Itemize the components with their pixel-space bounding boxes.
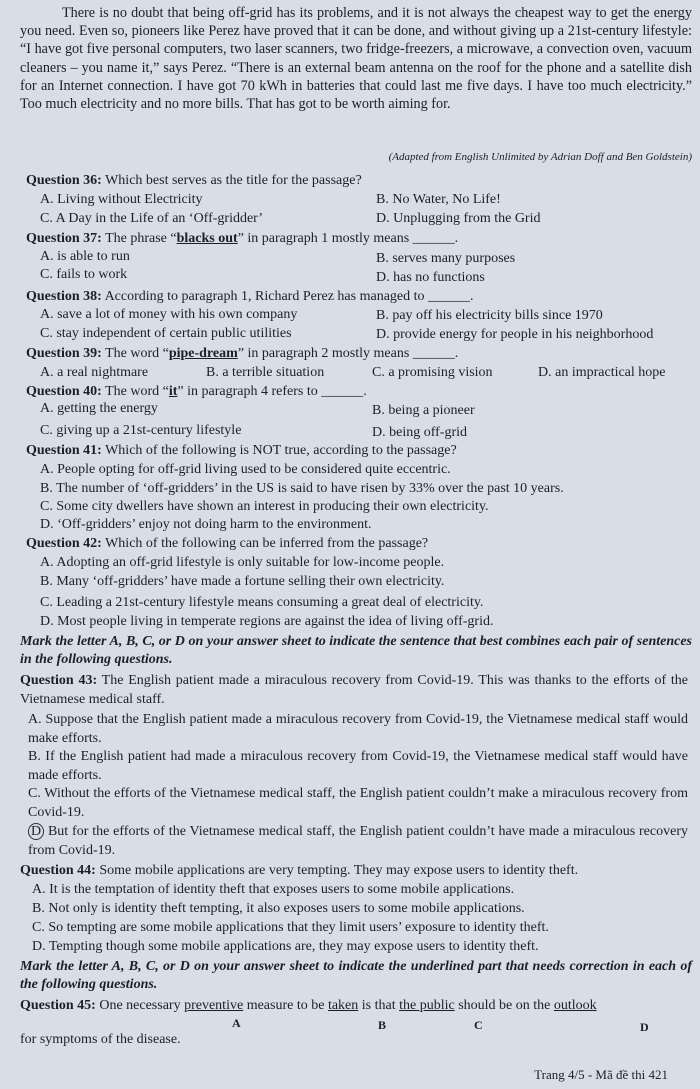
q40-option-c[interactable]: C. giving up a 21st-century lifestyle <box>40 423 242 438</box>
q43-option-b[interactable]: B. If the English patient had made a miraculous recovery from Covid-19, the Vietnamese medical staff would have made efforts. <box>28 749 688 783</box>
question-43-stem: Question 43: The English patient made a miraculous recovery from Covid-19. This was thanks to the efforts of the Vietnamese medical staff. <box>20 673 689 707</box>
q39-option-c[interactable]: C. a promising vision <box>372 365 493 380</box>
passage-source: (Adapted from English Unlimited by Adrian Doff and Ben Goldstein) <box>388 151 692 163</box>
q44-option-d[interactable]: D. Tempting though some mobile applications are, they may expose users to identity theft. <box>32 939 539 954</box>
q42-option-a[interactable]: A. Adopting an off-grid lifestyle is only suitable for low-income people. <box>40 555 445 570</box>
q39-option-a[interactable]: A. a real nightmare <box>40 365 149 380</box>
question-45-stem: Question 45: One necessary preventive measure to be taken is that the public should be on the outlook <box>20 998 597 1013</box>
q45-marker-c: C <box>474 1018 483 1032</box>
q39-option-b[interactable]: B. a terrible situation <box>206 365 325 380</box>
q45-underlined-c[interactable]: the public <box>399 998 455 1013</box>
q43-option-c[interactable]: C. Without the efforts of the Vietnamese medical staff, the English patient couldn’t make a miraculous recovery from Covid-19. <box>28 786 688 820</box>
q38-option-c[interactable]: C. stay independent of certain public utilities <box>40 326 292 341</box>
question-41-stem: Question 41: Which of the following is NOT true, according to the passage? <box>26 443 457 458</box>
q45-underlined-b[interactable]: taken <box>327 998 359 1013</box>
q36-option-c[interactable]: C. A Day in the Life of an ‘Off-gridder’ <box>40 211 264 226</box>
q36-option-d[interactable]: D. Unplugging from the Grid <box>376 211 541 226</box>
q43-option-d[interactable]: D But for the efforts of the Vietnamese medical staff, the English patient couldn’t have made a miraculous recovery from Covid-19. <box>28 824 688 858</box>
q44-option-b[interactable]: B. Not only is identity theft tempting, it also exposes users to some mobile applications. <box>32 901 525 916</box>
q45-marker-d: D <box>640 1020 649 1034</box>
page-footer: Trang 4/5 - Mã đề thi 421 <box>534 1067 668 1082</box>
q42-option-c[interactable]: C. Leading a 21st-century lifestyle means consuming a great deal of electricity. <box>40 595 484 610</box>
question-39-stem: Question 39: The word “pipe-dream” in paragraph 2 mostly means ______. <box>26 346 459 361</box>
q44-option-c[interactable]: C. So tempting are some mobile applications that they limit users’ exposure to identity theft. <box>32 920 549 935</box>
q43-option-a[interactable]: A. Suppose that the English patient made a miraculous recovery from Covid-19, the Vietnamese medical staff would make efforts. <box>28 712 688 746</box>
q41-option-b[interactable]: B. The number of ‘off-gridders’ in the US is said to have risen by 33% over the past 10 years. <box>40 481 564 496</box>
q37-option-b[interactable]: B. serves many purposes <box>376 251 516 266</box>
q42-option-b[interactable]: B. Many ‘off-gridders’ have made a fortune selling their own electricity. <box>40 574 445 589</box>
q41-option-c[interactable]: C. Some city dwellers have shown an interest in producing their own electricity. <box>40 499 489 514</box>
question-38-stem: Question 38: According to paragraph 1, Richard Perez has managed to ______. <box>26 289 474 304</box>
q41-option-d[interactable]: D. ‘Off-gridders’ enjoy not doing harm to the environment. <box>40 517 372 532</box>
q36-option-a[interactable]: A. Living without Electricity <box>40 192 203 207</box>
q40-option-b[interactable]: B. being a pioneer <box>372 403 475 418</box>
question-44-stem: Question 44: Some mobile applications are very tempting. They may expose users to identity theft. <box>20 863 579 878</box>
q41-option-a[interactable]: A. People opting for off-grid living used to be considered quite eccentric. <box>40 462 451 477</box>
q44-option-a[interactable]: A. It is the temptation of identity theft that exposes users to some mobile applications. <box>32 882 515 897</box>
q45-marker-b: B <box>378 1018 387 1032</box>
question-37-stem: Question 37: The phrase “blacks out” in paragraph 1 mostly means ______. <box>26 231 459 246</box>
q45-marker-a: A <box>232 1016 241 1030</box>
q39-option-d[interactable]: D. an impractical hope <box>538 365 666 380</box>
instruction-combine-sentences: Mark the letter A, B, C, or D on your answer sheet to indicate the sentence that best combines each pair of sentences in the following questions. <box>20 634 692 667</box>
question-42-stem: Question 42: Which of the following can be inferred from the passage? <box>26 536 429 551</box>
q40-option-a[interactable]: A. getting the energy <box>40 401 158 416</box>
q45-continuation: for symptoms of the disease. <box>20 1032 181 1047</box>
q37-option-a[interactable]: A. is able to run <box>40 249 130 264</box>
q36-option-b[interactable]: B. No Water, No Life! <box>376 192 501 207</box>
q45-underlined-a[interactable]: preventive <box>184 998 244 1013</box>
passage-paragraph: There is no doubt that being off-grid has its problems, and it is not always the cheapest way to get the energy you need. Even so, pioneers like Perez have proved that it can be done, and without giving up a 21st-century lifestyle: “I have got five personal computers, two laser scanners, two fridge-freezers, a microwave, a convection oven, vacuum cleaners – you name it,” says Perez. “There is an external beam antenna on the roof for the phone and a satellite dish for an Internet connection. I have got 70 kWh in batteries that could last me five days. I have too much electricity.” Too much electricity and no more bills. That has got to be worth aiming for. <box>20 5 692 113</box>
question-36-stem: Question 36: Which best serves as the title for the passage? <box>26 173 362 188</box>
q40-option-d[interactable]: D. being off-grid <box>372 425 467 440</box>
instruction-error-identification: Mark the letter A, B, C, or D on your answer sheet to indicate the underlined part that needs correction in each of the following questions. <box>20 959 692 992</box>
q38-option-b[interactable]: B. pay off his electricity bills since 1970 <box>376 308 603 323</box>
q42-option-d[interactable]: D. Most people living in temperate regions are against the idea of living off-grid. <box>40 614 494 629</box>
q37-option-c[interactable]: C. fails to work <box>40 267 128 282</box>
question-40-stem: Question 40: The word “it” in paragraph 4 refers to ______. <box>26 384 367 399</box>
q37-option-d[interactable]: D. has no functions <box>376 270 485 285</box>
q45-underlined-d[interactable]: outlook <box>553 998 597 1013</box>
q38-option-d[interactable]: D. provide energy for people in his neighborhood <box>376 327 654 342</box>
q38-option-a[interactable]: A. save a lot of money with his own company <box>40 307 298 322</box>
answer-circle-mark: D <box>28 823 44 840</box>
